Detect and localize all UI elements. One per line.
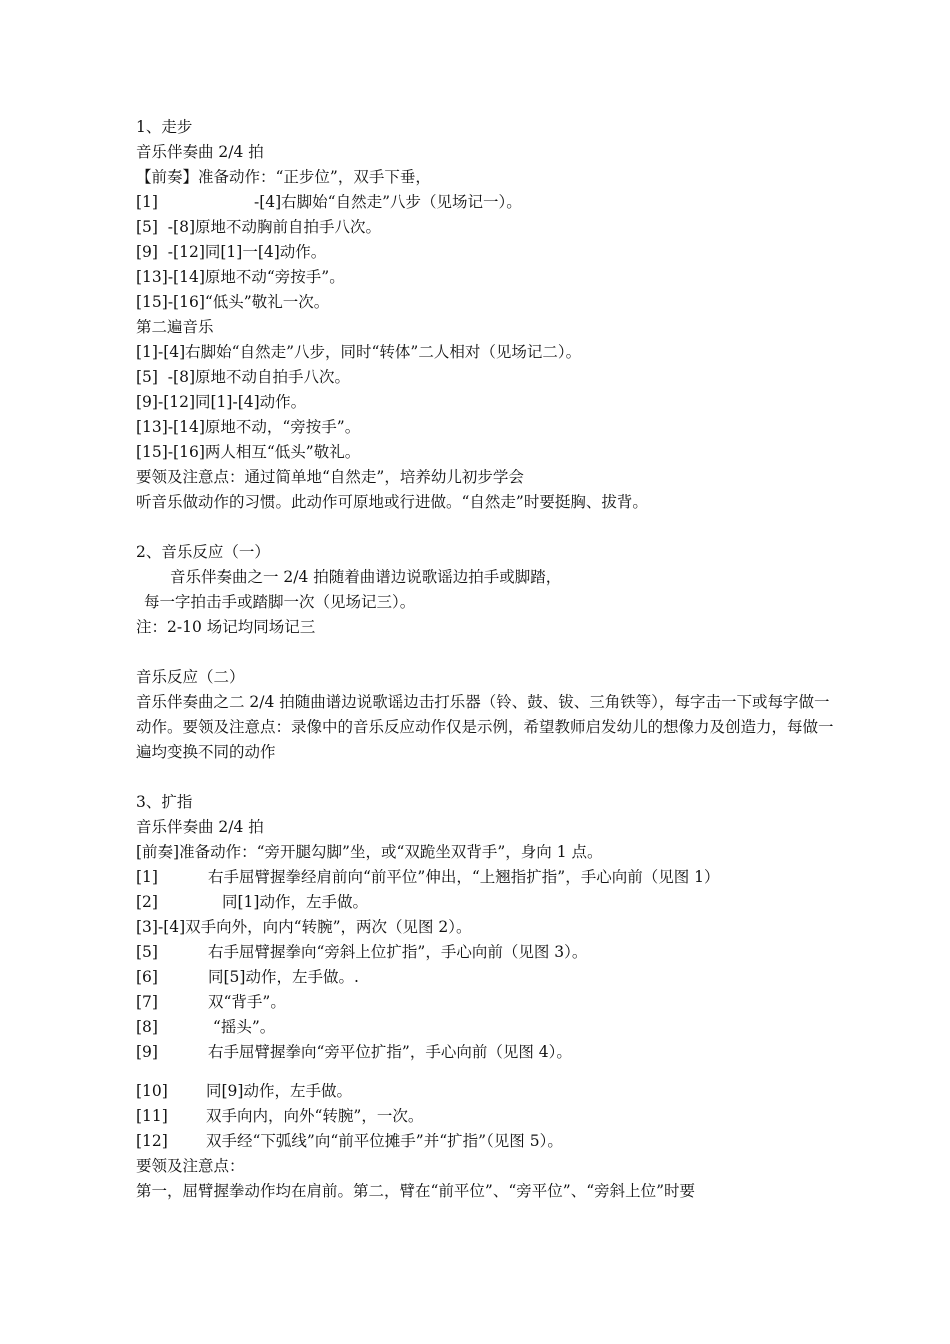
section-2-title: 2、音乐反应（一） — [136, 543, 270, 561]
list-item: [1] 右手屈臂握拳经肩前向“前平位”伸出，“上翘指扩指”，手心向前（见图 1） — [136, 868, 720, 886]
list-item: [8] “摇头”。 — [136, 1018, 276, 1036]
text-line: [5] -[8]原地不动胸前自拍手八次。 — [136, 218, 382, 236]
step-list — [136, 1079, 836, 1154]
text-line: [1]-[4]右脚始“自然走”八步，同时“转体”二人相对（见场记二）。 — [136, 343, 582, 361]
text-line: 每一字拍击手或踏脚一次（见场记三）。 — [144, 593, 416, 611]
section-1-music: 音乐伴奏曲 2/4 拍 — [136, 143, 264, 161]
list-item: [3]-[4]双手向外，向内“转腕”，两次（见图 2）。 — [136, 918, 472, 936]
text-line: [9]-[12]同[1]-[4]动作。 — [136, 393, 307, 411]
note-line: 听音乐做动作的习惯。此动作可原地或行进做。“自然走”时要挺胸、拔背。 — [136, 493, 648, 511]
step-text: -[4]右脚始“自然走”八步（见场记一）。 — [253, 193, 522, 211]
text-line: [13]-[14]原地不动“旁按手”。 — [136, 268, 345, 286]
text-line: 音乐伴奏曲之一 2/4 拍随着曲谱边说歌谣边拍手或脚踏， — [170, 568, 562, 586]
list-item: [9] 右手屈臂握拳向“旁平位扩指”，手心向前（见图 4）。 — [136, 1043, 572, 1061]
text-line: [15]-[16]两人相互“低头”敬礼。 — [136, 443, 361, 461]
text-line: [15]-[16]“低头”敬礼一次。 — [136, 293, 330, 311]
section-2b-title: 音乐反应（二） — [136, 668, 245, 686]
list-item: [10] 同[9]动作，左手做。 — [136, 1082, 352, 1100]
note-line: 要领及注意点：通过简单地“自然走”，培养幼儿初步学会 — [136, 468, 524, 486]
note-title: 要领及注意点： — [136, 1157, 245, 1175]
list-item: [5] 右手屈臂握拳向“旁斜上位扩指”，手心向前（见图 3）。 — [136, 943, 588, 961]
list-item: [2] 同[1]动作，左手做。 — [136, 893, 368, 911]
text-line: [前奏]准备动作：“旁开腿勾脚”坐，或“双跪坐双背手”，身向 1 点。 — [136, 843, 603, 861]
list-item: [6] 同[5]动作，左手做。. — [136, 968, 359, 986]
text-line: [13]-[14]原地不动，“旁按手”。 — [136, 418, 361, 436]
list-item: [12] 双手经“下弧线”向“前平位摊手”并“扩指”（见图 5）。 — [136, 1132, 563, 1150]
list-item: [7] 双“背手”。 — [136, 993, 286, 1011]
document-body — [136, 115, 836, 1204]
section-3-music: 音乐伴奏曲 2/4 拍 — [136, 818, 264, 836]
note-line: 第一，屈臂握拳动作均在肩前。第二，臂在“前平位”、“旁平位”、“旁斜上位”时要 — [136, 1182, 696, 1200]
note-line: 注：2-10 场记均同场记三 — [136, 618, 316, 636]
subheading: 第二遍音乐 — [136, 318, 214, 336]
text-line — [136, 190, 836, 215]
step-number: [1] — [136, 193, 158, 211]
paragraph: 音乐伴奏曲之二 2/4 拍随曲谱边说歌谣边击打乐器（铃、鼓、钹、三角铁等），每字击一下或每字做一动作。要领及注意点：录像中的音乐反应动作仅是示例，希望教师启发幼儿的想像力及创造力，每做一遍均变换不同的动作 — [136, 693, 834, 761]
list-item: [11] 双手向内，向外“转腕”，一次。 — [136, 1107, 424, 1125]
text-line: [9] -[12]同[1]一[4]动作。 — [136, 243, 327, 261]
text-line: 【前奏】准备动作：“正步位”，双手下垂， — [136, 168, 431, 186]
section-1-title: 1、走步 — [136, 118, 193, 136]
step-list — [136, 865, 836, 1065]
text-line: [5] -[8]原地不动自拍手八次。 — [136, 368, 351, 386]
section-3-title: 3、扩指 — [136, 793, 193, 811]
